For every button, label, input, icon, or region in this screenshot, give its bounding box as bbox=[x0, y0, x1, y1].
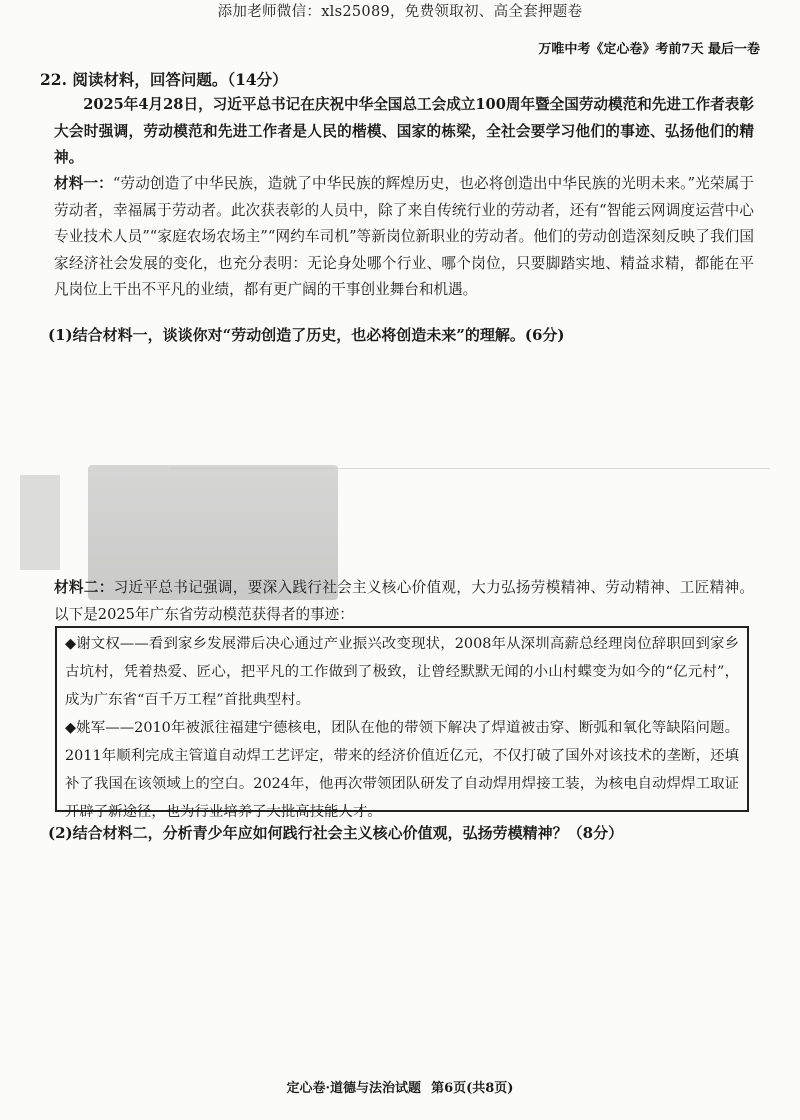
sub-question-1: (1)结合材料一，谈谈你对“劳动创造了历史，也必将创造未来”的理解。(6分) bbox=[48, 326, 565, 344]
footer-brand: 定心卷·道德与法治试题 bbox=[286, 1081, 422, 1096]
material-one-label: 材料一： bbox=[54, 175, 113, 192]
material-two-box bbox=[55, 626, 749, 820]
top-watermark: 添加老师微信：xls25089，免费领取初、高全套押题卷 bbox=[217, 4, 583, 20]
question-intro: 2025年4月28日，习近平总书记在庆祝中华全国总工会成立100周年暨全国劳动模范和先进工作者表彰大会时强调，劳动模范和先进工作者是人民的楷模、国家的栋梁，全社会要学习他们的事迹、弘扬他们的精神。 bbox=[54, 96, 754, 166]
question-title: 22. 阅读材料，回答问题。（14分） bbox=[40, 70, 288, 89]
material-one bbox=[54, 171, 754, 304]
sub-question-2: (2)结合材料二，分析青少年应如何践行社会主义核心价值观，弘扬劳模精神？（8分） bbox=[48, 824, 624, 842]
exam-series-header: 万唯中考《定心卷》考前7天 最后一卷 bbox=[538, 42, 760, 57]
page-footer bbox=[0, 1077, 800, 1096]
box-item-yao-jun: ◆姚军——2010年被派往福建宁德核电，团队在他的带领下解决了焊道被击穿、断弧和氧化等缺陷问题。2011年顺利完成主管道自动焊工艺评定，带来的经济价值近亿元，不仅打破了国外对该技术的垄断，还填补了我国在该领域上的空白。2024年，他再次带领团队研发了自动焊用焊接工装，为核电自动焊焊工取证开辟了新途径，也为行业培养了大批高技能人才。 bbox=[65, 720, 739, 820]
footer-page-number: 第6页(共8页) bbox=[431, 1081, 514, 1096]
box-item-xie-wenquan: ◆谢文权——看到家乡发展滞后决心通过产业振兴改变现状，2008年从深圳高薪总经理岗位辞职回到家乡古坑村，凭着热爱、匠心，把平凡的工作做到了极致，让曾经默默无闻的小山村蝶变为如今的“亿元村”，成为广东省“百千万工程”首批典型村。 bbox=[65, 636, 739, 708]
material-two-text: 习近平总书记强调，要深入践行社会主义核心价值观，大力弘扬劳模精神、劳动精神、工匠精神。以下是2025年广东省劳动模范获得者的事迹： bbox=[54, 579, 754, 623]
scan-watermark-block-left bbox=[20, 475, 60, 570]
material-two bbox=[54, 575, 754, 628]
material-two-label: 材料二： bbox=[54, 579, 114, 596]
material-one-text: “劳动创造了中华民族，造就了中华民族的辉煌历史，也必将创造出中华民族的光明未来。”光荣属于劳动者，幸福属于劳动者。此次获表彰的人员中，除了来自传统行业的劳动者，还有“智能云网调度运营中心专业技术人员”“家庭农场农场主”“网约车司机”等新岗位新职业的劳动者。他们的劳动创造深刻反映了我们国家经济社会发展的变化，也充分表明：无论身处哪个行业、哪个岗位，只要脚踏实地、精益求精，都能在平凡岗位上干出不平凡的业绩，都有更广阔的干事创业舞台和机遇。 bbox=[54, 175, 754, 298]
